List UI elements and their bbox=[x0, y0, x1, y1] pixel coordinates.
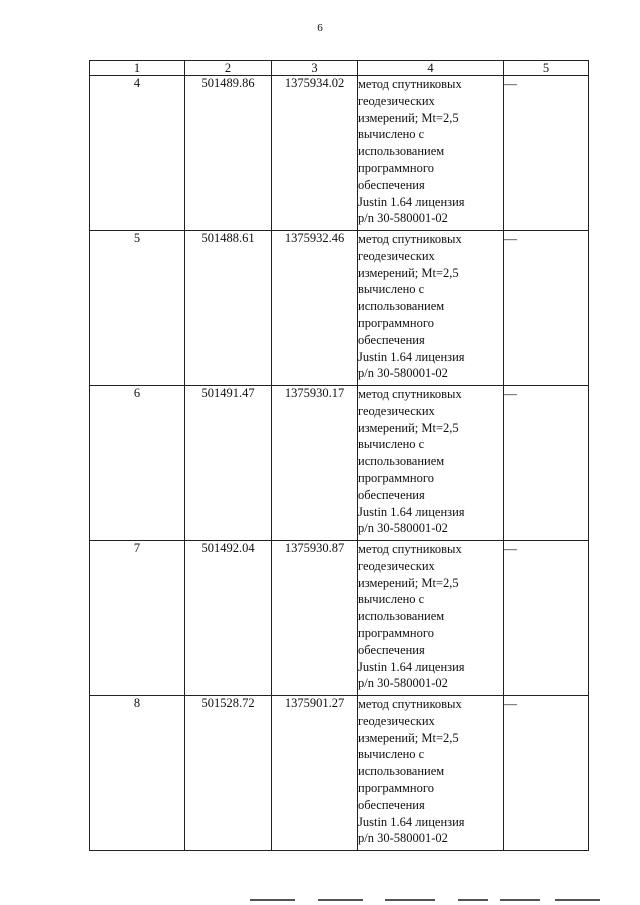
x-coordinate-cell: 501528.72 bbox=[185, 696, 272, 851]
column-header-5: 5 bbox=[504, 61, 589, 76]
table-row bbox=[90, 76, 589, 231]
y-coordinate-cell: 1375932.46 bbox=[272, 231, 358, 386]
column-header-4: 4 bbox=[358, 61, 504, 76]
page-number: 6 bbox=[317, 22, 323, 34]
method-cell: метод спутниковых геодезических измерений; Mt=2,5 вычислено с использованием программного обеспечения Justin 1.64 лицензия р/n 30-580001-02 bbox=[358, 76, 504, 231]
scan-mark bbox=[458, 899, 488, 901]
scan-mark bbox=[250, 899, 295, 901]
method-cell: метод спутниковых геодезических измерений; Mt=2,5 вычислено с использованием программного обеспечения Justin 1.64 лицензия р/n 30-580001-02 bbox=[358, 231, 504, 386]
note-cell: — bbox=[504, 231, 589, 386]
y-coordinate-cell: 1375930.87 bbox=[272, 541, 358, 696]
column-header-2: 2 bbox=[185, 61, 272, 76]
x-coordinate-cell: 501488.61 bbox=[185, 231, 272, 386]
note-cell: — bbox=[504, 386, 589, 541]
column-header-3: 3 bbox=[272, 61, 358, 76]
scan-mark bbox=[500, 899, 540, 901]
note-cell: — bbox=[504, 76, 589, 231]
point-number-cell: 5 bbox=[90, 231, 185, 386]
x-coordinate-cell: 501491.47 bbox=[185, 386, 272, 541]
method-cell: метод спутниковых геодезических измерений; Mt=2,5 вычислено с использованием программного обеспечения Justin 1.64 лицензия р/n 30-580001-02 bbox=[358, 541, 504, 696]
point-number-cell: 8 bbox=[90, 696, 185, 851]
y-coordinate-cell: 1375901.27 bbox=[272, 696, 358, 851]
y-coordinate-cell: 1375934.02 bbox=[272, 76, 358, 231]
table-body bbox=[90, 76, 589, 851]
table-row bbox=[90, 696, 589, 851]
y-coordinate-cell: 1375930.17 bbox=[272, 386, 358, 541]
x-coordinate-cell: 501489.86 bbox=[185, 76, 272, 231]
method-cell: метод спутниковых геодезических измерений; Mt=2,5 вычислено с использованием программного обеспечения Justin 1.64 лицензия р/n 30-580001-02 bbox=[358, 696, 504, 851]
table-row bbox=[90, 386, 589, 541]
method-cell: метод спутниковых геодезических измерений; Mt=2,5 вычислено с использованием программного обеспечения Justin 1.64 лицензия р/n 30-580001-02 bbox=[358, 386, 504, 541]
point-number-cell: 7 bbox=[90, 541, 185, 696]
scan-mark bbox=[385, 899, 435, 901]
scan-mark bbox=[318, 899, 363, 901]
point-number-cell: 4 bbox=[90, 76, 185, 231]
table-header bbox=[90, 61, 589, 76]
scan-mark bbox=[555, 899, 600, 901]
note-cell: — bbox=[504, 541, 589, 696]
table-row bbox=[90, 541, 589, 696]
scan-edge-marks bbox=[0, 895, 640, 905]
coordinates-table bbox=[89, 60, 589, 851]
note-cell: — bbox=[504, 696, 589, 851]
x-coordinate-cell: 501492.04 bbox=[185, 541, 272, 696]
table-row bbox=[90, 231, 589, 386]
header-row bbox=[90, 61, 589, 76]
point-number-cell: 6 bbox=[90, 386, 185, 541]
column-header-1: 1 bbox=[90, 61, 185, 76]
